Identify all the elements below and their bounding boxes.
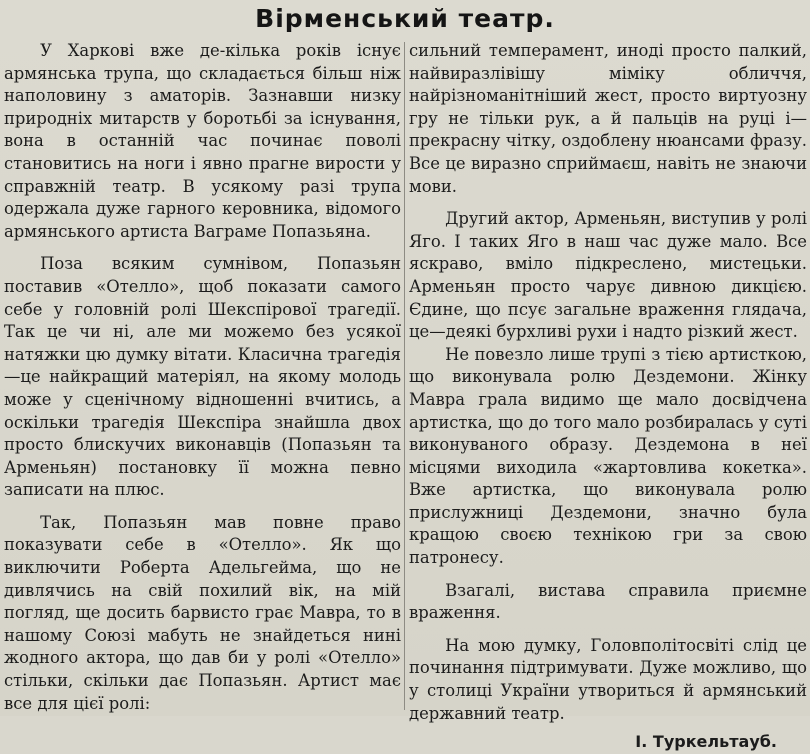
paragraph: Взагалі, вистава справила приємне враження. <box>409 580 807 623</box>
column-divider <box>404 42 405 710</box>
paragraph: У Харкові вже де-кілька років існує армянська трупа, що складається більш ніж наполовину з аматорів. Зазнавши низку природніх митарств у боротьбі за існування, вона в останній час починає поволі становитись на ноги і явно прагне вирости у справжній театр. В усякому разі трупа одержала дуже гарного керовника, відомого армянського артиста Ваграме Попазьяна. <box>4 41 401 241</box>
paragraph: сильний темперамент, иноді просто палкий, найвиразлівішу міміку обличчя, найрізноманітніший жест, просто виртуозну гру не тільки рук, а й пальців на руці і—прекрасну чітку, оздоблену нюансами фразу. Все це виразно сприймаєш, навіть не знаючи мови. <box>409 41 807 196</box>
paragraph: Не повезло лише трупі з тією артисткою, що виконувала ролю Дездемони. Жінку Мавра грала видимо ще мало досвідчена артистка, що до того мало розбиралась у суті виконуваного образу. Дездемона в неї місцями виходила «жартовлива кокетка». Вже артистка, що виконувала ролю прислужниці Дездемони, значно була кращою своєю технікою гри за свою патронесу. <box>409 344 807 568</box>
author-signature: І. Туркельтауб. <box>635 732 777 752</box>
right-column <box>409 40 807 754</box>
paragraph: Поза всяким сумнівом, Попазьян поставив «Отелло», щоб показати самого себе у головній ролі Шекспірової трагедії. Так це чи ні, але ми можемо без усякої натяжки цю думку вітати. Класична трагедія—це найкращий матеріял, на якому молодь може у сценічному відношенні вчитись, а оскільки трагедія Шекспіра знайшла двох просто блискучих виконавців (Попазьян та Арменьян) постановку її можна певно записати на плюс. <box>4 254 401 500</box>
article-title: Вірменський театр. <box>255 4 555 33</box>
paragraph: На мою думку, Головполітосвіті слід це починання підтримувати. Дуже можливо, що у столиці України утвориться й армянський державний театр. <box>409 635 807 723</box>
left-column <box>4 40 401 715</box>
paragraph: Так, Попазьян мав повне право показувати себе в «Отелло». Як що виключити Роберта Адельгейма, що не дивлячись на свій похилий вік, на мій погляд, ще досить барвисто грає Мавра, то в нашому Союзі мабуть не знайдеться нині жодного актора, що дав би у ролі «Отелло» стільки, скільки дає Попазьян. Артист має все для цієї ролі: <box>4 512 401 713</box>
paragraph: Другий актор, Арменьян, виступив у ролі Яго. І таких Яго в наш час дуже мало. Все яскраво, вміло підкреслено, мистецьки. Арменьян просто чарує дивною дикцією. Єдине, що псує загальне враження глядача, це—деякі бурхливі рухи і надто різкий жест. <box>409 209 807 342</box>
